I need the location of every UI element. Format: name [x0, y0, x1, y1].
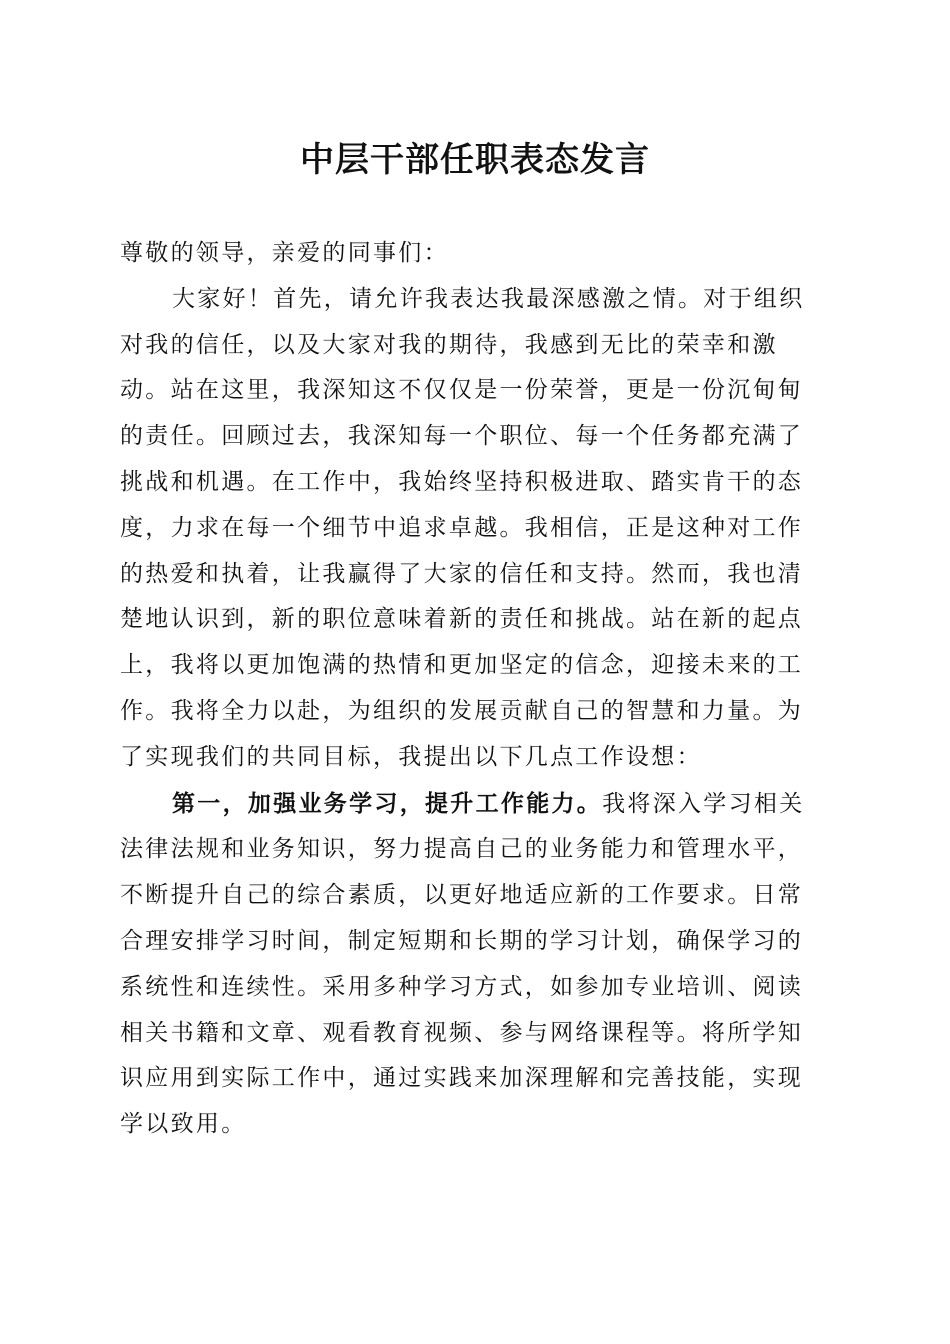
document-body: [120, 231, 825, 1148]
paragraph-intro: 大家好！首先，请允许我表达我最深感激之情。对于组织对我的信任，以及大家对我的期待，我感到无比的荣幸和激动。站在这里，我深知这不仅仅是一份荣誉，更是一份沉甸甸的责任。回顾过去，我深知每一个职位、每一个任务都充满了挑战和机遇。在工作中，我始终坚持积极进取、踏实肯干的态度，力求在每一个细节中追求卓越。我相信，正是这种对工作的热爱和执着，让我赢得了大家的信任和支持。然而，我也清楚地认识到，新的职位意味着新的责任和挑战。站在新的起点上，我将以更加饱满的热情和更加坚定的信念，迎接未来的工作。我将全力以赴，为组织的发展贡献自己的智慧和力量。为了实现我们的共同目标，我提出以下几点工作设想：: [120, 285, 805, 770]
document-title: 中层干部任职表态发言: [300, 140, 650, 180]
paragraph-lead-sentence: 第一，加强业务学习，提升工作能力。: [172, 789, 603, 817]
paragraph-body-text: 我将深入学习相关法律法规和业务知识，努力提高自己的业务能力和管理水平，不断提升自己的综合素质，以更好地适应新的工作要求。日常合理安排学习时间，制定短期和长期的学习计划，确保学习的系统性和连续性。采用多种学习方式，如参加专业培训、阅读相关书籍和文章、观看教育视频、参与网络课程等。将所学知识应用到实际工作中，通过实践来加深理解和完善技能，实现学以致用。: [120, 790, 805, 1138]
paragraph-first-point: [120, 781, 825, 1148]
salutation: 尊敬的领导，亲爱的同事们：: [120, 240, 449, 266]
